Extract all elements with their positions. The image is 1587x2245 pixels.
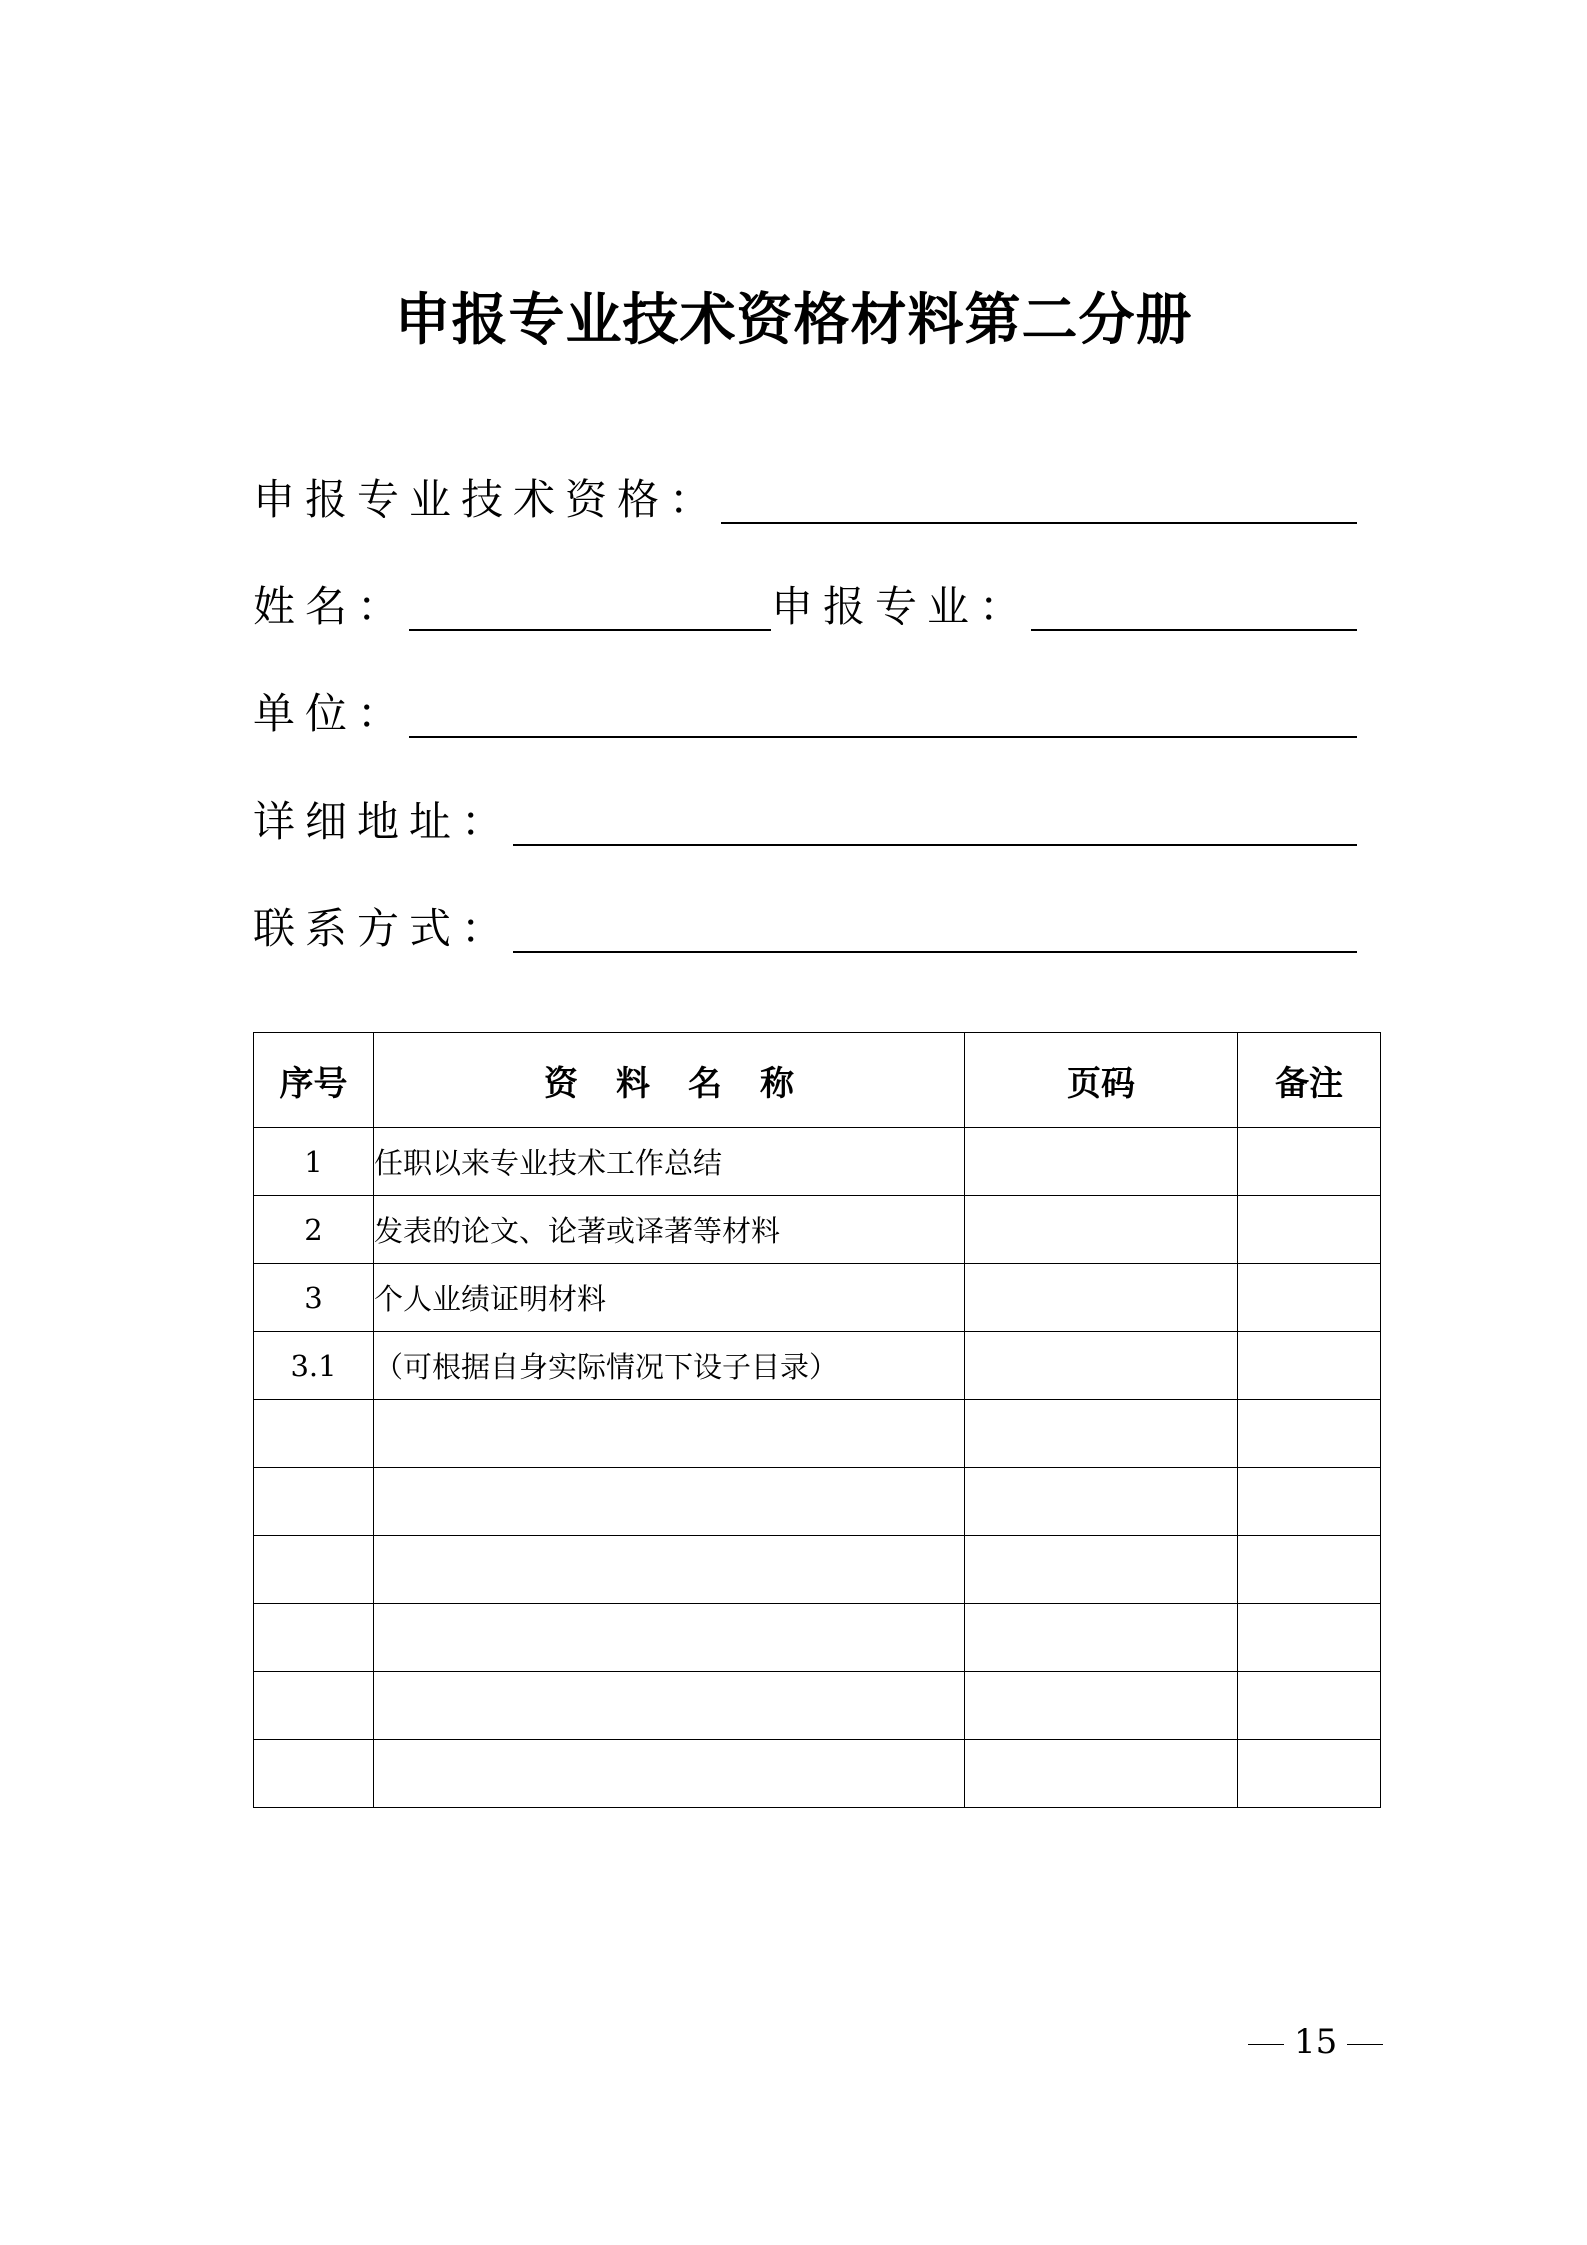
row-no[interactable]	[254, 1740, 374, 1808]
row-no: 3.1	[254, 1332, 374, 1400]
row-no[interactable]	[254, 1468, 374, 1536]
row-note[interactable]	[1238, 1264, 1381, 1332]
row-no[interactable]	[254, 1604, 374, 1672]
header-name	[374, 1033, 965, 1128]
row-name[interactable]	[374, 1672, 965, 1740]
row-no: 2	[254, 1196, 374, 1264]
row-note[interactable]	[1238, 1604, 1381, 1672]
row-name[interactable]	[374, 1740, 965, 1808]
contact-label: 联系方式：	[253, 904, 514, 953]
row-name[interactable]	[374, 1400, 965, 1468]
table-row	[254, 1604, 1381, 1672]
row-note[interactable]	[1238, 1672, 1381, 1740]
row-no[interactable]	[254, 1536, 374, 1604]
row-page[interactable]	[965, 1264, 1238, 1332]
unit-label: 单位：	[253, 689, 410, 738]
name-major-row	[253, 567, 1357, 637]
name-input-line[interactable]	[409, 577, 771, 631]
row-name: 任职以来专业技术工作总结	[374, 1128, 965, 1196]
contact-row	[253, 889, 1357, 959]
table-row	[254, 1400, 1381, 1468]
table-row	[254, 1468, 1381, 1536]
contact-input-line[interactable]	[513, 899, 1357, 953]
row-page[interactable]	[965, 1196, 1238, 1264]
row-no[interactable]	[254, 1400, 374, 1468]
row-no[interactable]	[254, 1672, 374, 1740]
row-page[interactable]	[965, 1536, 1238, 1604]
table-row	[254, 1332, 1381, 1400]
table-row	[254, 1740, 1381, 1808]
row-page[interactable]	[965, 1332, 1238, 1400]
row-no: 1	[254, 1128, 374, 1196]
row-name[interactable]	[374, 1468, 965, 1536]
header-page: 页码	[965, 1033, 1238, 1128]
right-dash	[1347, 2044, 1383, 2045]
table-header-row	[254, 1033, 1381, 1128]
address-label: 详细地址：	[253, 797, 514, 846]
materials-table	[253, 1032, 1381, 1808]
unit-input-line[interactable]	[409, 684, 1357, 738]
row-page[interactable]	[965, 1128, 1238, 1196]
row-page[interactable]	[965, 1672, 1238, 1740]
header-note: 备注	[1238, 1033, 1381, 1128]
name-label: 姓名：	[253, 582, 410, 631]
row-page[interactable]	[965, 1400, 1238, 1468]
page-number-group	[1238, 2022, 1388, 2062]
row-name: 个人业绩证明材料	[374, 1264, 965, 1332]
row-note[interactable]	[1238, 1536, 1381, 1604]
unit-row	[253, 674, 1357, 744]
row-note[interactable]	[1238, 1468, 1381, 1536]
major-label: 申报专业：	[771, 582, 1032, 631]
header-no: 序号	[254, 1033, 374, 1128]
table-row	[254, 1128, 1381, 1196]
qualification-input-line[interactable]	[721, 470, 1357, 524]
row-note[interactable]	[1238, 1400, 1381, 1468]
qualification-label: 申报专业技术资格：	[253, 475, 722, 524]
header-name-text: 资料名称	[544, 1063, 832, 1104]
document-title: 申报专业技术资格材料第二分册	[394, 287, 1193, 353]
row-name: 发表的论文、论著或译著等材料	[374, 1196, 965, 1264]
row-note[interactable]	[1238, 1332, 1381, 1400]
address-row	[253, 782, 1357, 852]
table-row	[254, 1196, 1381, 1264]
table-row	[254, 1264, 1381, 1332]
row-name[interactable]	[374, 1604, 965, 1672]
address-input-line[interactable]	[513, 792, 1357, 846]
qualification-row	[253, 460, 1357, 530]
table-row	[254, 1672, 1381, 1740]
row-no: 3	[254, 1264, 374, 1332]
row-name[interactable]	[374, 1536, 965, 1604]
row-page[interactable]	[965, 1740, 1238, 1808]
row-note[interactable]	[1238, 1196, 1381, 1264]
row-page[interactable]	[965, 1604, 1238, 1672]
row-page[interactable]	[965, 1468, 1238, 1536]
table-row	[254, 1536, 1381, 1604]
major-input-line[interactable]	[1031, 577, 1357, 631]
row-name: （可根据自身实际情况下设子目录）	[374, 1332, 965, 1400]
row-note[interactable]	[1238, 1128, 1381, 1196]
left-dash	[1248, 2044, 1284, 2045]
row-note[interactable]	[1238, 1740, 1381, 1808]
page-number: 15	[1294, 2022, 1338, 2062]
